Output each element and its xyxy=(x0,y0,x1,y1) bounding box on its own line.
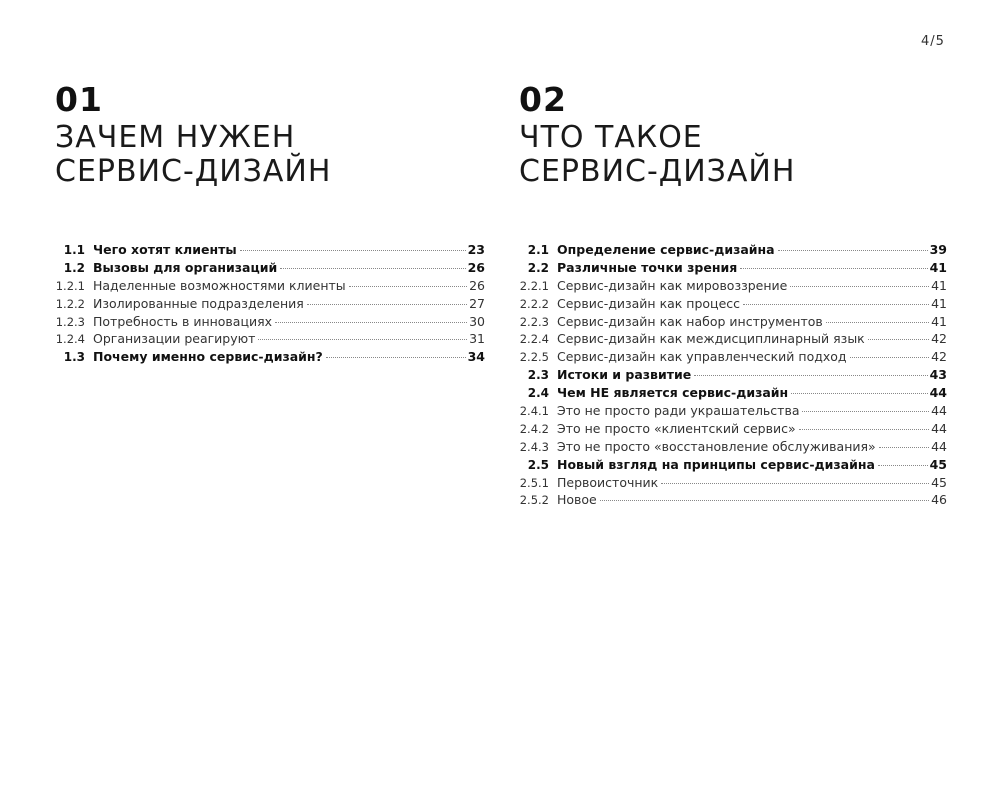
toc-entry-page: 44 xyxy=(931,420,947,436)
toc-leader-dots xyxy=(826,322,929,323)
toc-leader-dots xyxy=(802,411,929,412)
toc-entry-page: 44 xyxy=(931,438,947,454)
toc-entry xyxy=(519,314,947,332)
toc-entry-title: Изолированные подразделения xyxy=(93,295,304,311)
toc-leader-dots xyxy=(790,286,929,287)
chapter-title xyxy=(55,121,485,189)
toc-entry-page: 44 xyxy=(931,403,947,419)
toc-entry-title: Почему именно сервис-дизайн? xyxy=(93,349,323,365)
page-indicator: 4/5 xyxy=(921,34,945,49)
toc-entry-number: 2.1 xyxy=(527,243,549,257)
toc-entry xyxy=(519,242,947,260)
chapter-title-line: ЗАЧЕМ НУЖЕН xyxy=(55,120,296,155)
toc-entry-title: Сервис-дизайн как управленческий подход xyxy=(557,349,847,365)
toc-entry-number: 2.2.3 xyxy=(519,314,549,329)
toc-entry-number: 2.4.3 xyxy=(519,439,549,454)
toc-leader-dots xyxy=(275,322,467,323)
toc-entry-number: 2.4 xyxy=(527,386,549,401)
toc-entry-page: 23 xyxy=(467,242,485,257)
toc-leader-dots xyxy=(778,250,928,251)
toc-entry-title: Вызовы для организаций xyxy=(93,259,278,275)
toc-entry-page: 31 xyxy=(469,331,485,347)
toc-entry-title: Потребность в инновациях xyxy=(93,313,273,329)
toc-chapter-02 xyxy=(519,242,947,510)
toc-entry xyxy=(519,492,947,510)
toc-entry-page: 45 xyxy=(929,456,947,472)
toc-leader-dots xyxy=(280,268,465,269)
toc-entry-title: Сервис-дизайн как процесс xyxy=(557,295,741,311)
toc-entry-title: Сервис-дизайн как набор инструментов xyxy=(557,313,823,329)
toc-leader-dots xyxy=(740,268,927,269)
toc-entry-number: 2.3 xyxy=(527,368,549,383)
toc-entry-page: 41 xyxy=(931,277,947,293)
toc-entry-number: 2.2.5 xyxy=(519,350,549,365)
toc-entry-title: Новый взгляд на принципы сервис-дизайна xyxy=(557,456,875,472)
toc-entry-page: 43 xyxy=(929,367,947,383)
toc-entry xyxy=(519,278,947,296)
toc-entry-number: 2.5.2 xyxy=(519,493,549,508)
toc-entry xyxy=(55,349,485,367)
toc-leader-dots xyxy=(850,357,929,358)
toc-entry xyxy=(55,242,485,260)
toc-leader-dots xyxy=(868,339,929,340)
toc-entry-title: Сервис-дизайн как междисциплинарный язык xyxy=(557,331,865,347)
toc-entry-page: 46 xyxy=(931,492,947,508)
toc-entry-number: 1.2.3 xyxy=(55,314,85,329)
toc-entry-number: 1.2.1 xyxy=(55,278,85,293)
toc-leader-dots xyxy=(791,393,927,394)
toc-entry-page: 44 xyxy=(929,385,947,401)
toc-leader-dots xyxy=(694,375,927,376)
toc-entry-page: 34 xyxy=(467,349,485,365)
toc-entry xyxy=(519,385,947,403)
toc-entry xyxy=(519,439,947,457)
toc-entry-number: 2.2.2 xyxy=(519,296,549,311)
toc-leader-dots xyxy=(600,500,929,501)
toc-chapter-01 xyxy=(55,242,485,367)
toc-entry-page: 42 xyxy=(931,349,947,365)
toc-leader-dots xyxy=(879,447,929,448)
toc-leader-dots xyxy=(326,357,466,358)
toc-leader-dots xyxy=(878,465,928,466)
toc-entry-number: 1.1 xyxy=(63,243,85,257)
toc-entry-page: 41 xyxy=(931,295,947,311)
toc-entry-page: 39 xyxy=(929,242,947,257)
toc-entry-title: Истоки и развитие xyxy=(557,367,692,383)
toc-entry-page: 27 xyxy=(469,295,485,311)
chapter-title-line: СЕРВИС-ДИЗАЙН xyxy=(519,154,796,189)
toc-leader-dots xyxy=(661,483,929,484)
toc-entry-title: Это не просто ради украшательства xyxy=(557,403,800,419)
toc-entry-title: Организации реагируют xyxy=(93,331,256,347)
chapter-title xyxy=(519,121,949,189)
toc-entry-title: Чем НЕ является сервис-дизайн xyxy=(557,385,789,401)
chapter-number: 01 xyxy=(55,80,103,119)
chapter-title-line: СЕРВИС-ДИЗАЙН xyxy=(55,154,332,189)
toc-entry-number: 1.2 xyxy=(63,260,85,275)
toc-entry xyxy=(55,314,485,332)
toc-entry-number: 1.2.2 xyxy=(55,296,85,311)
toc-entry-title: Это не просто «клиентский сервис» xyxy=(557,420,796,436)
toc-entry-page: 41 xyxy=(931,313,947,329)
toc-entry-number: 2.4.2 xyxy=(519,421,549,436)
toc-leader-dots xyxy=(799,429,929,430)
toc-entry xyxy=(55,260,485,278)
toc-entry-title: Это не просто «восстановление обслуживания» xyxy=(557,438,876,454)
toc-entry xyxy=(519,457,947,475)
toc-entry-number: 1.3 xyxy=(63,350,85,365)
toc-entry xyxy=(519,296,947,314)
toc-entry xyxy=(519,367,947,385)
toc-entry-title: Различные точки зрения xyxy=(557,259,738,275)
toc-entry xyxy=(519,475,947,493)
toc-entry xyxy=(55,296,485,314)
toc-entry-title: Чего хотят клиенты xyxy=(93,242,237,257)
toc-entry-page: 41 xyxy=(929,259,947,275)
toc-entry xyxy=(519,403,947,421)
toc-entry-page: 42 xyxy=(931,331,947,347)
toc-entry xyxy=(55,278,485,296)
toc-leader-dots xyxy=(258,339,467,340)
toc-entry-page: 26 xyxy=(467,259,485,275)
toc-entry xyxy=(519,349,947,367)
chapter-01-heading xyxy=(55,82,485,189)
toc-leader-dots xyxy=(349,286,467,287)
toc-entry xyxy=(519,260,947,278)
toc-entry-page: 26 xyxy=(469,277,485,293)
toc-entry-number: 2.5.1 xyxy=(519,475,549,490)
toc-leader-dots xyxy=(743,304,929,305)
toc-entry-title: Наделенные возможностями клиенты xyxy=(93,277,346,293)
toc-entry-number: 2.5 xyxy=(527,457,549,472)
toc-entry-title: Определение сервис-дизайна xyxy=(557,242,775,257)
toc-entry-number: 2.2.4 xyxy=(519,332,549,347)
toc-leader-dots xyxy=(307,304,467,305)
chapter-02-heading xyxy=(519,82,949,189)
toc-entry-number: 2.2 xyxy=(527,260,549,275)
toc-leader-dots xyxy=(240,250,466,251)
toc-entry xyxy=(55,331,485,349)
toc-entry xyxy=(519,421,947,439)
chapter-title-line: ЧТО ТАКОЕ xyxy=(519,120,703,155)
toc-entry-title: Первоисточник xyxy=(557,474,659,490)
toc-entry-page: 30 xyxy=(469,313,485,329)
toc-entry-title: Сервис-дизайн как мировоззрение xyxy=(557,277,788,293)
toc-entry xyxy=(519,331,947,349)
chapter-number: 02 xyxy=(519,80,567,119)
toc-entry-number: 1.2.4 xyxy=(55,332,85,347)
toc-entry-title: Новое xyxy=(557,492,597,508)
toc-entry-page: 45 xyxy=(931,474,947,490)
toc-entry-number: 2.4.1 xyxy=(519,404,549,419)
toc-entry-number: 2.2.1 xyxy=(519,278,549,293)
